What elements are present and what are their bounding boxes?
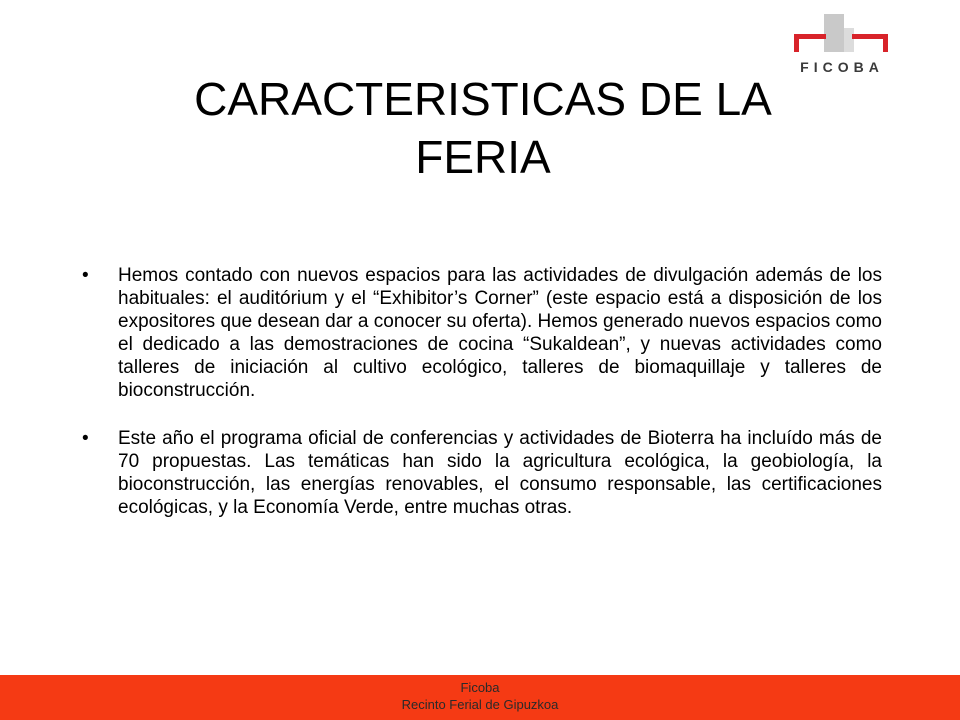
bullet-item-2 <box>82 427 882 519</box>
ficoba-logo <box>790 14 890 76</box>
bullet-list <box>82 264 882 544</box>
bullet-item-1 <box>82 264 882 402</box>
title-line-1: CARACTERISTICAS DE LA <box>194 73 772 125</box>
logo-wordmark: FICOBA <box>800 59 884 75</box>
ficoba-logo-icon <box>790 14 890 76</box>
footer-line-2: Recinto Ferial de Gipuzkoa <box>401 697 559 712</box>
footer-bar <box>0 675 960 720</box>
bullet-marker: • <box>82 428 89 449</box>
bullet-text: Este año el programa oficial de conferencias y actividades de Bioterra ha incluído más de 70 propuestas. Las temáticas han sido la agricultura ecológica, la geobiología, la bioconstrucción, las energías renovables, el consumo responsable, las certificaciones ecológicas, y la Economía Verde, entre muchas otras. <box>118 428 882 518</box>
bullet-text: Hemos contado con nuevos espacios para las actividades de divulgación además de los habituales: el auditórium y el “Exhibitor’s Corner” (este espacio está a disposición de los expositores que desean dar a conocer su oferta). Hemos generado nuevos espacios como el dedicado a las demostraciones de cocina “Sukaldean”, y nuevas actividades como talleres de iniciación al cultivo ecológico, talleres de biomaquillaje y talleres de bioconstrucción. <box>118 265 882 401</box>
title-line-2: FERIA <box>415 131 551 183</box>
slide-title <box>90 70 876 186</box>
bullet-marker: • <box>82 265 89 286</box>
footer-line-1: Ficoba <box>460 680 500 695</box>
